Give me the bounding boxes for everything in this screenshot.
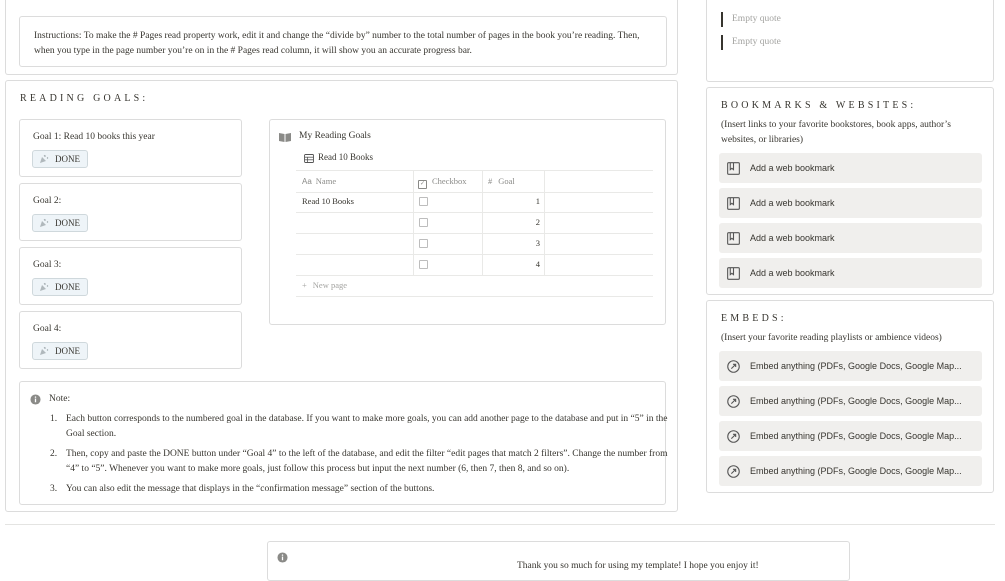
goal-label: Goal 4: (33, 324, 62, 334)
embed-button[interactable]: Embed anything (PDFs, Google Docs, Google Map... (719, 456, 982, 486)
add-bookmark-button[interactable]: Add a web bookmark (719, 153, 982, 183)
goal-label: Goal 2: (33, 196, 62, 206)
goal-label: Goal 1: Read 10 books this year (33, 132, 155, 142)
done-button-label: DONE (55, 346, 80, 356)
number-property-icon: # (488, 176, 493, 186)
done-button-label: DONE (55, 282, 80, 292)
done-button[interactable] (32, 214, 88, 232)
book-open-icon (279, 132, 291, 142)
embed-button[interactable]: Embed anything (PDFs, Google Docs, Google Map... (719, 386, 982, 416)
checkbox-property-icon: ✓ (419, 181, 426, 187)
note-callout (19, 381, 666, 505)
add-bookmark-button[interactable]: Add a web bookmark (719, 188, 982, 218)
reading-goals-database (269, 119, 666, 325)
bookmark-icon (727, 197, 740, 210)
embeds-title: EMBEDS: (721, 313, 787, 324)
done-button-label: DONE (55, 154, 80, 164)
bookmarks-description: (Insert links to your favorite bookstores, book apps, author’s websites, or libraries) (721, 120, 951, 145)
bookmark-icon (727, 232, 740, 245)
reading-goals-title: READING GOALS: (20, 93, 149, 104)
note-list (50, 412, 678, 502)
embeds-description: (Insert your favorite reading playlists or ambience videos) (721, 333, 942, 343)
row-goal[interactable]: 4 (535, 259, 540, 269)
party-popper-icon (39, 218, 49, 228)
bottom-callout-text: Thank you so much for using my template! I hope you enjoy it! (517, 561, 759, 571)
table-row[interactable] (296, 254, 653, 276)
bookmark-icon (727, 267, 740, 280)
goal-card-3 (19, 247, 242, 305)
table-row[interactable] (296, 212, 653, 234)
row-goal[interactable]: 3 (535, 238, 540, 248)
embed-button[interactable]: Embed anything (PDFs, Google Docs, Google Map... (719, 421, 982, 451)
embed-icon (727, 465, 740, 478)
party-popper-icon (39, 346, 49, 356)
database-title[interactable]: My Reading Goals (299, 131, 371, 141)
column-header-checkbox[interactable]: ✓ Checkbox (419, 176, 467, 187)
instructions-text: Instructions: To make the # Pages read property work, edit it and change the “divide by” number to the total number of pages in the book you’re reading. Then, when you type in the page number you’re on in the # Pages read column, it will show you an accurate progress bar. (34, 31, 640, 56)
row-name[interactable]: Read 10 Books (302, 196, 354, 206)
instructions-callout (5, 0, 678, 75)
bottom-callout (267, 541, 850, 581)
quote-block[interactable]: Empty quote (721, 12, 781, 27)
add-bookmark-button[interactable]: Add a web bookmark (719, 258, 982, 288)
table-row[interactable] (296, 191, 653, 213)
note-heading: Note: (49, 394, 71, 404)
row-checkbox[interactable] (419, 239, 428, 248)
goal-card-2 (19, 183, 242, 241)
done-button[interactable] (32, 150, 88, 168)
plus-icon: + (302, 280, 307, 290)
embed-icon (727, 430, 740, 443)
info-icon (277, 552, 288, 563)
row-checkbox[interactable] (419, 260, 428, 269)
party-popper-icon (39, 154, 49, 164)
new-page-button[interactable]: + New page (302, 280, 348, 290)
add-bookmark-button[interactable]: Add a web bookmark (719, 223, 982, 253)
column-header-goal[interactable]: # Goal (488, 176, 515, 186)
embed-icon (727, 360, 740, 373)
instructions-box (19, 16, 667, 67)
done-button-label: DONE (55, 218, 80, 228)
quotes-container (706, 0, 994, 82)
list-item: 3. You can also edit the message that displays in the “confirmation message” section of the buttons. (50, 484, 435, 494)
table-icon (304, 154, 314, 163)
quote-block[interactable]: Empty quote (721, 35, 781, 50)
party-popper-icon (39, 282, 49, 292)
row-checkbox[interactable] (419, 197, 428, 206)
page-divider (5, 524, 995, 525)
done-button[interactable] (32, 342, 88, 360)
view-tab-read-10-books[interactable]: Read 10 Books (318, 152, 373, 162)
table-header (296, 170, 653, 193)
goal-label: Goal 3: (33, 260, 62, 270)
goal-card-1 (19, 119, 242, 177)
embeds-container (706, 300, 994, 493)
embed-button[interactable]: Embed anything (PDFs, Google Docs, Google Map... (719, 351, 982, 381)
bookmarks-container (706, 87, 994, 295)
list-item: 1. Each button corresponds to the numbered goal in the database. If you want to make more goals, you can add another page to the database and put in “5” in the Goal section. (50, 414, 668, 439)
reading-goals-container (5, 80, 678, 512)
done-button[interactable] (32, 278, 88, 296)
row-goal[interactable]: 1 (535, 196, 540, 206)
text-property-icon: Aa (302, 177, 312, 186)
column-header-name[interactable]: Aa Name (302, 176, 337, 186)
new-page-row[interactable] (296, 275, 653, 297)
table-row[interactable] (296, 233, 653, 255)
row-checkbox[interactable] (419, 218, 428, 227)
embed-icon (727, 395, 740, 408)
info-icon (30, 394, 41, 405)
bookmarks-title: BOOKMARKS & WEBSITES: (721, 100, 917, 111)
list-item: 2. Then, copy and paste the DONE button under “Goal 4” to the left of the database, and edit the filter “edit pages that match 2 filters”. Change the number from “4” to “5”. Whenever you want to make more goals, just follow this process but input the next number (6, then 7, then 8, and so on). (50, 449, 668, 474)
goal-card-4 (19, 311, 242, 369)
row-goal[interactable]: 2 (535, 217, 540, 227)
bookmark-icon (727, 162, 740, 175)
